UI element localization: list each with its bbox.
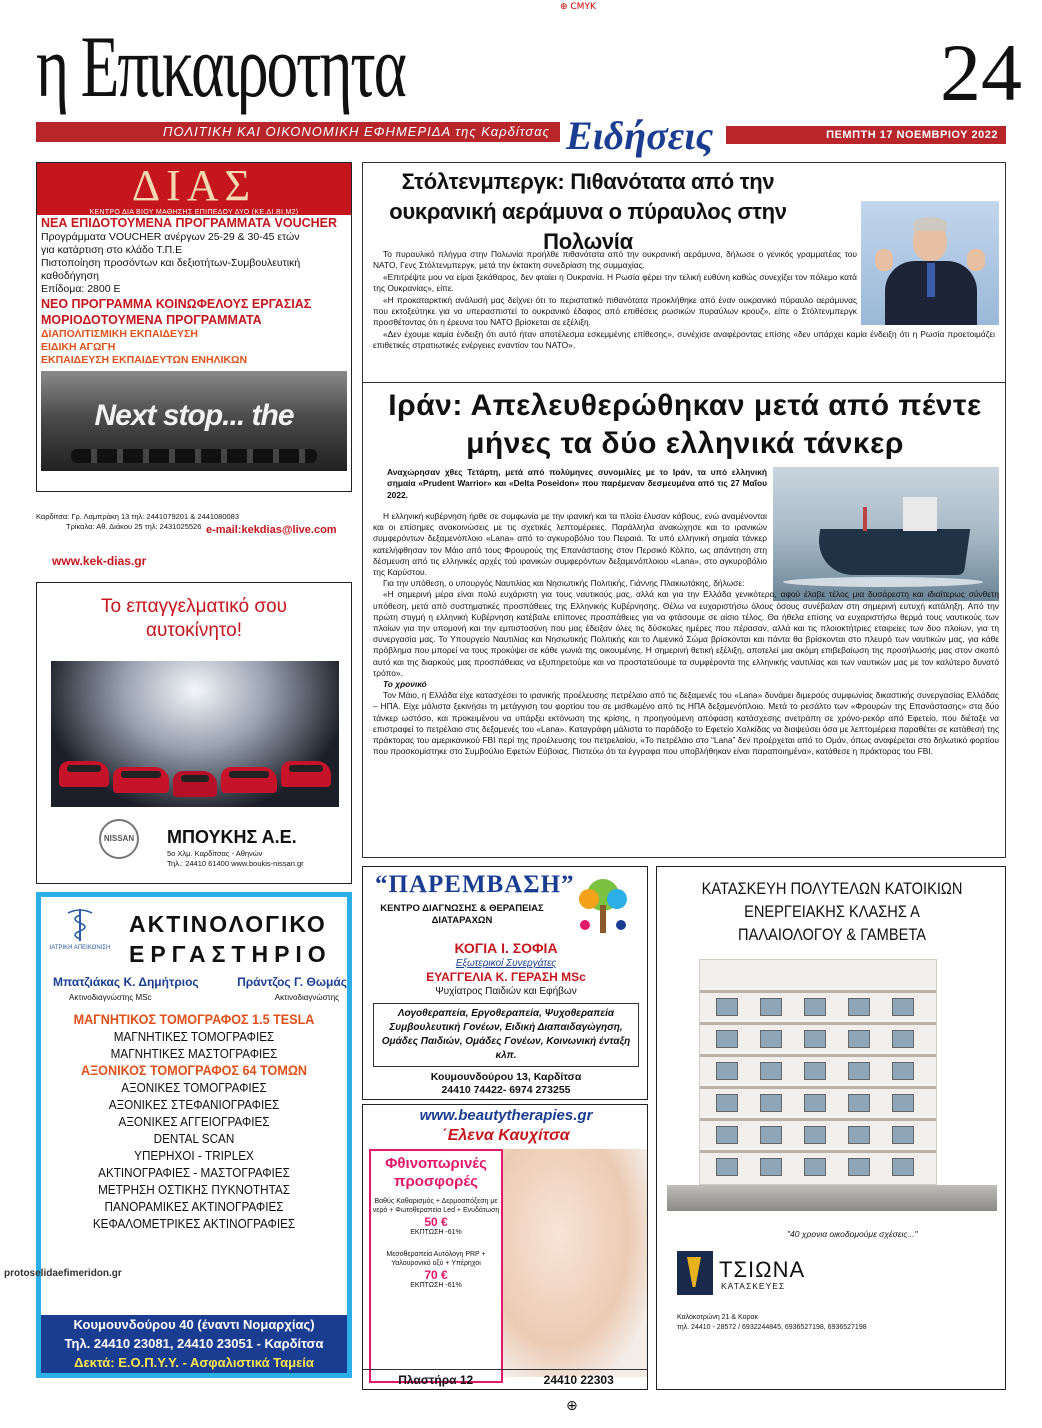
article-paragraph: «Δεν έχουμε καμία ένδειξη ότι αυτό ήταν αποτέλεσμα εσκεμμένης επίθεσης», συνέχισε αναφέροντας επίσης «δεν υπάρχει καμία ένδειξη ότι η Ρωσία προετοιμάζει επιθετικές στρατιωτικές ενέργειες εναντίον του ΝΑΤΟ». xyxy=(373,328,995,351)
radiology-service-item: ΚΕΦΑΛΟΜΕΤΡΙΚΕΣ ΑΚΤΙΝΟΓΡΑΦΙΕΣ xyxy=(92,1216,296,1231)
article-headline: Στόλτενμπεργκ: Πιθανότατα από την ουκρανική αεράμυνα ο πύραυλος στην Πολωνία xyxy=(389,169,787,254)
van-image xyxy=(59,761,109,787)
beauty-footer xyxy=(363,1369,648,1389)
paremvasi-subtitle: ΚΕΝΤΡΟ ΔΙΑΓΝΩΣΗΣ & ΘΕΡΑΠΕΙΑΣ ΔΙΑΤΑΡΑΧΩΝ xyxy=(380,903,544,926)
dealer-phone-line: Τηλ.: 24410 61400 www.boukis-nissan.gr xyxy=(167,859,304,868)
dias-address-1: Καρδίτσα: Γρ. Λαμπράκη 13 τηλ: 2441079201 & 2441080083 xyxy=(36,512,240,521)
dias-logo: ΔΙΑΣ xyxy=(131,162,257,210)
tsiona-headline xyxy=(682,877,983,946)
building-window xyxy=(892,1158,914,1176)
building-floor-line xyxy=(700,1150,936,1153)
building-floor-line xyxy=(700,1022,936,1025)
tsiona-headline-1: ΚΑΤΑΣΚΕΥΗ ΠΟΛΥΤΕΛΩΝ ΚΑΤΟΙΚΙΩΝ xyxy=(701,879,963,898)
dias-line: Πιστοποίηση προσόντων και δεξιοτήτων-Συμβουλευτική καθοδήγηση xyxy=(41,257,301,282)
building-window xyxy=(760,1062,782,1080)
paremvasi-details xyxy=(363,939,649,1097)
radiology-footer xyxy=(41,1315,347,1373)
car-ad-headline-2: αυτοκίνητο! xyxy=(145,620,243,641)
article-body xyxy=(373,249,995,352)
radiology-service-item: ΜΑΓΝΗΤΙΚΟΣ ΤΟΜΟΓΡΑΦΟΣ 1.5 TESLA xyxy=(73,1011,315,1027)
paremvasi-partner-role: Ψυχίατρος Παιδιών και Εφήβων xyxy=(435,986,577,997)
article-stoltenberg xyxy=(362,162,1006,400)
radiology-logo-text: ΙΑΤΡΙΚΗ ΑΠΕΙΚΟΝΙΣΗ xyxy=(49,945,111,951)
tsiona-headline-3: ΠΑΛΑΙΟΛΟΓΟΥ & ΓΑΜΒΕΤΑ xyxy=(738,925,926,944)
paremvasi-partner: ΕΥΑΓΓΕΛΙΑ Κ. ΓΕΡΑΣΗ MSc xyxy=(426,970,586,984)
building-window xyxy=(848,1094,870,1112)
page-number: 24 xyxy=(940,27,1022,118)
building-floor-line xyxy=(700,1118,936,1121)
article-paragraph: «Επιτρέψτε μου να είμαι ξεκάθαρος, δεν φταίει η Ουκρανία. Η Ρωσία φέρει την τελική ευθύνη καθώς συνεχίζει τον πόλεμο κατά της Ουκρανίας», είπε. xyxy=(373,271,857,294)
radiology-service-item: ΑΞΟΝΙΚΕΣ ΣΤΕΦΑΝΙΟΓΡΑΦΙΕΣ xyxy=(108,1097,280,1112)
van-image xyxy=(113,767,169,793)
article-paragraph: Για την υπόθεση, ο υπουργός Ναυτιλίας και Νησιωτικής Πολιτικής, Γιάννης Πλακιωτάκης, δήλωσε: xyxy=(383,578,745,589)
building-window xyxy=(892,1030,914,1048)
paremvasi-title: “ΠΑΡΕΜΒΑΣΗ” xyxy=(375,871,575,898)
article-paragraph: Το πυραυλικό πλήγμα στην Πολωνία προήλθε πιθανότατα από την ουκρανική αεράμυνα, δήλωσε ο γενικός γραμματέας του ΝΑΤΟ, Γενς Στόλτενμπεργκ, μετά την έκτακτη συνεδρίαση της συμμαχίας. xyxy=(373,249,857,271)
paremvasi-address: Κουμουνδούρου 13, Καρδίτσα xyxy=(430,1071,582,1083)
doctor-title: Ακτινοδιαγνώστης MSc xyxy=(69,993,152,1002)
newspaper-title: η Επικαιροτητα xyxy=(36,19,405,116)
radiology-service-item: ΜΕΤΡΗΣΗ ΟΣΤΙΚΗΣ ΠΥΚΝΟΤΗΤΑΣ xyxy=(98,1182,290,1197)
beauty-offer-discount: ΕΚΠΤΩΣΗ -61% xyxy=(410,1282,462,1289)
dias-line: Προγράμματα VOUCHER ανέργων 25-29 & 30-45 ετών xyxy=(41,231,300,243)
article-paragraph: «Η προκαταρκτική ανάλυσή μας δείχνει ότι το περιστατικό πιθανότατα προκλήθηκε από έναν ουκρανικό πύραυλο αεράμυνας που εκτοξεύτηκε για να υπερασπιστεί το ουκρανικό έδαφος από επιθέσεις ρωσικών πυραύλων κρουζ», είπε ο Στόλτενμπεργκ προσθέτοντας ότι η έρευνα του ΝΑΤΟ βρίσκεται σε εξέλιξη. xyxy=(373,294,857,328)
beauty-promo-title: Φθινοπωρινές προσφορές xyxy=(385,1155,487,1190)
beauty-owner-name: ΄Ελενα Καυχίτσα xyxy=(442,1127,570,1144)
ad-beauty-therapies xyxy=(362,1104,648,1390)
dias-line: Επίδομα: 2800 Ε xyxy=(41,283,121,295)
ad-boukis-nissan xyxy=(36,582,352,884)
doctor-name: Πράντζος Γ. Θωμάς xyxy=(237,975,347,989)
building-window xyxy=(892,1126,914,1144)
nissan-logo: NISSAN xyxy=(99,819,139,859)
dias-line: ΜΟΡΙΟΔΟΤΟΥΜΕΝΑ ΠΡΟΓΡΑΜΜΑΤΑ xyxy=(41,313,262,327)
building-window xyxy=(760,1094,782,1112)
registration-mark-bottom: ⊕ xyxy=(566,1398,578,1414)
building-window xyxy=(760,1126,782,1144)
building-window xyxy=(804,1094,826,1112)
article-lead: Αναχώρησαν χθες Τετάρτη, μετά από πολύμηνες συνομιλίες με το Ιράν, τα υπό ελληνική σημαία «Prudent Warrior» και «Delta Poseidon» που παρέμεναν δεσμευμένα από τις 27 Μαΐου 2022. xyxy=(387,467,767,500)
building-window xyxy=(804,1126,826,1144)
dias-logo-band xyxy=(37,163,351,215)
beauty-offer-price: 50 € xyxy=(424,1215,448,1229)
dealer-address-line: 5o Χλμ. Καρδίτσας - Αθηνών xyxy=(167,849,263,858)
section-label: Ειδήσεις xyxy=(566,113,714,158)
site-watermark: protoselidaefimeridon.gr xyxy=(4,1268,122,1279)
building-window xyxy=(716,1126,738,1144)
dias-future-banner: Next stop... the xyxy=(41,371,347,471)
building-window xyxy=(848,1062,870,1080)
car-showroom-image xyxy=(51,661,339,807)
dias-line: ΝΕΑ ΕΠΙΔΟΤΟΥΜΕΝΑ ΠΡΟΓΡΑΜΜΑΤΑ VOUCHER xyxy=(41,216,338,230)
ad-paremvasi xyxy=(362,866,648,1100)
building-window xyxy=(716,1094,738,1112)
building-window xyxy=(848,998,870,1016)
beauty-offers-panel xyxy=(369,1149,503,1383)
article-body xyxy=(373,511,999,757)
dias-line: ΕΙΔΙΚΗ ΑΓΩΓΗ xyxy=(41,341,116,353)
doctor-titles xyxy=(69,993,339,1002)
building-window xyxy=(804,1062,826,1080)
building-window xyxy=(848,1126,870,1144)
beauty-offer: Μεσοθεραπεία Αυτόλογη PRP + Υαλουρονικό οξύ + Υπέρηχοι xyxy=(386,1251,486,1267)
radiology-address: Κουμουνδούρου 40 (έναντι Νομαρχίας) xyxy=(73,1317,315,1332)
doctor-names xyxy=(53,975,347,989)
radiology-title-2: ΕΡΓΑΣΤΗΡΙΟ xyxy=(129,941,332,967)
radiology-title-1: ΑΚΤΙΝΟΛΟΓΙΚΟ xyxy=(129,911,327,937)
building-window xyxy=(716,1030,738,1048)
dias-line: ΕΚΠΑΙΔΕΥΣΗ ΕΚΠΑΙΔΕΥΤΩΝ ΕΝΗΛΙΚΩΝ xyxy=(41,354,248,366)
ad-kek-dias xyxy=(36,162,352,492)
tsiona-logo xyxy=(677,1251,713,1295)
car-ad-headline-1: Το επαγγελματικό σου xyxy=(100,596,288,617)
building-window xyxy=(760,1158,782,1176)
radiology-logo xyxy=(45,907,115,957)
dias-line: για κατάρτιση στο κλάδο Τ.Π.Ε xyxy=(41,244,183,256)
dias-website: www.kek-dias.gr xyxy=(52,554,147,568)
article-subheading: Το χρονικό xyxy=(383,679,427,690)
dias-email: e-mail:kekdias@live.com xyxy=(206,524,337,536)
building-window xyxy=(716,1158,738,1176)
beauty-phone: 24410 22303 xyxy=(543,1373,614,1387)
building-floor-line xyxy=(700,1086,936,1089)
article-paragraph: Η ελληνική κυβέρνηση ήρθε σε συμφωνία με την ιρανική και τα πλοία έλυσαν κάβους, ενώ αναμένονται και οι επίσημες ανακοινώσεις με τις σχετικές λεπτομέρειες. Παράλληλα ανακώχησε και το ιρανικών συμφερόντων δεξαμενόπλοιο «Lana» από το αγκυροβόλιο του Πειραιά. Τα υπό ελληνική σημαία τάνκερ κατελήφθησαν τον Μάιο από τους Φρουρούς της Επανάστασης στον Περσικό Κόλπο, ως απάντηση στη δέσμευση από τις ελληνικές αρχές τού ιρανικών συμφερόντων δεξαμενόπλοιου «Lana», στο αγκυροβόλιο της Καρύστου. xyxy=(373,511,767,578)
ad-tsiona-construction xyxy=(656,866,1006,1390)
building-window xyxy=(760,1030,782,1048)
tsiona-address: Καλοκοτρώνη 21 & Κορακ xyxy=(677,1314,759,1321)
tsiona-subtitle: ΚΑΤΑΣΚΕΥΕΣ xyxy=(721,1281,786,1291)
doctor-name: Μπατζιάκας Κ. Δημήτριος xyxy=(53,975,199,989)
paremvasi-services: Λογοθεραπεία, Εργοθεραπεία, Ψυχοθεραπεία Συμβουλευτική Γονέων, Ειδική Διαπαιδαγώγηση, Ομάδες Παιδιών, Ομάδες Γονέων, Κοινωνική ένταξη κλπ. xyxy=(373,1003,639,1067)
beauty-offer-discount: ΕΚΠΤΩΣΗ -61% xyxy=(410,1229,462,1236)
dias-address-2: Τρίκαλα: Αθ. Διάκου 25 τηλ: 2431025526 xyxy=(66,522,202,531)
article-iran-tankers xyxy=(362,382,1006,858)
radiology-service-item: ΑΚΤΙΝΟΓΡΑΦΙΕΣ - ΜΑΣΤΟΓΡΑΦΙΕΣ xyxy=(98,1165,290,1180)
doctor-title: Ακτινοδιαγνώστης xyxy=(274,993,339,1002)
beauty-address: Πλαστήρα 12 xyxy=(398,1373,474,1387)
building-window xyxy=(716,998,738,1016)
building-window xyxy=(892,998,914,1016)
beauty-offer: Βαθύς Καθαρισμός + Δερμοαπόξεση με νερό + Φωτοθεραπεία Led + Ενυδάτωση xyxy=(372,1198,500,1214)
dias-logo-subtitle: ΚΕΝΤΡΟ ΔΙΑ ΒΙΟΥ ΜΑΘΗΣΗΣ ΕΠΙΠΕΔΟΥ ΔΥΟ (ΚΕ.ΔΙ.ΒΙ.Μ2) xyxy=(89,209,299,216)
radiology-service-item: ΑΞΟΝΙΚΟΣ ΤΟΜΟΓΡΑΦΟΣ 64 ΤΟΜΩΝ xyxy=(80,1062,308,1078)
ad-radiology-lab xyxy=(36,892,352,1378)
paremvasi-external-label: Εξωτερικοί Συνεργάτες xyxy=(455,958,557,969)
tsiona-headline-2: ΕΝΕΡΓΕΙΑΚΗΣ ΚΛΑΣΗΣ Α xyxy=(744,902,920,921)
building-window xyxy=(892,1094,914,1112)
beauty-website: www.beautytherapies.gr xyxy=(419,1107,593,1124)
van-image xyxy=(281,761,331,787)
tsiona-phones: τηλ. 24410 - 28572 / 6932244845, 6936527198, 6936527198 xyxy=(677,1324,867,1331)
radiology-phones: Τηλ. 24410 23081, 24410 23051 - Καρδίτσα xyxy=(64,1336,324,1351)
family-tree-icon xyxy=(567,875,639,941)
paremvasi-phones: 24410 74422- 6974 273255 xyxy=(441,1084,571,1096)
building-window xyxy=(848,1158,870,1176)
issue-date: ΠΕΜΠΤΗ 17 ΝΟΕΜΒΡΙΟΥ 2022 xyxy=(726,126,1006,144)
article-paragraph: Τον Μάιο, η Ελλάδα είχε κατασχέσει το ιρανικής προέλευσης πετρέλαιο από τις δεξαμενές του «Lana» δυνάμει διμερούς συμφωνίας δικαστικής συνεργασίας Ελλάδας – ΗΠΑ. Είχε μάλιστα ξεκινήσει τη μετάγγιση του φορτίου του σε μισθωμένο από τις ΗΠΑ δεξαμενόπλοιο. Μετά το ρεσάλτο των «Φρουρών της Επανάστασης» στα δύο τάνκερ ωστόσο, και προκειμένου να υπάρξει εκτόνωση της κρίσης, η προηγούμενη απόφαση κατάσχεσης ανετράπη σε χρόνο-ρεκόρ από Εφετείο, που διέταξε να επιστραφεί το πετρέλαιο στις δεξαμενές του «Lana». Καταγράφη μάλιστα το παράδοξο το Εφετείο Χαλκίδας να διαψεύσει όσα με λεπτομέρεια παραθέτει σε κατάθεσή της πράκτορας του αμερικανικού FBI περί της προέλευσης του πετρελαίου, «Το πετρέλαιο στο “Lana” δεν προέρχεται από το Ομάν, όπως αναφέρεται στο δηλωτικό φορτίου που προσκομίστηκε στο Συμβούλιο Εφετών Εύβοιας. Πιστεύω ότι τα έγγραφα που υποβλήθηκαν είναι παραποιημένα», κατάθεσε η πράκτορας του FBI. xyxy=(373,690,999,757)
model-face-image xyxy=(483,1149,648,1377)
radiology-service-item: ΑΞΟΝΙΚΕΣ ΑΓΓΕΙΟΓΡΑΦΙΕΣ xyxy=(118,1114,270,1129)
dias-contact-block xyxy=(36,512,352,572)
radiology-service-item: DENTAL SCAN xyxy=(153,1131,235,1146)
radiology-title xyxy=(129,909,332,969)
tsiona-slogan: "40 χρονια οικοδομούμε σχέσεις..." xyxy=(787,1229,918,1239)
radiology-service-item: ΜΑΓΝΗΤΙΚΕΣ ΜΑΣΤΟΓΡΑΦΙΕΣ xyxy=(110,1046,278,1061)
tsiona-name: ΤΣΙΩΝΑ xyxy=(719,1257,806,1282)
photo-figure-hair xyxy=(913,217,947,231)
street-render xyxy=(667,1185,997,1211)
building-window xyxy=(804,998,826,1016)
dias-line: ΝΕΟ ΠΡΟΓΡΑΜΜΑ ΚΟΙΝΩΦΕΛΟΥΣ ΕΡΓΑΣΙΑΣ xyxy=(41,297,312,311)
paremvasi-director: ΚΟΓΙΑ Ι. ΣΟΦΙΑ xyxy=(454,940,558,956)
radiology-service-item: ΥΠΕΡΗΧΟΙ - TRIPLEX xyxy=(134,1148,254,1163)
dias-line: ΔΙΑΠΟΛΙΤΙΣΜΙΚΗ ΕΚΠΑΙΔΕΥΣΗ xyxy=(41,328,198,340)
apartment-building-render xyxy=(699,959,937,1185)
building-window xyxy=(804,1158,826,1176)
radiology-service-item: ΑΞΟΝΙΚΕΣ ΤΟΜΟΓΡΑΦΙΕΣ xyxy=(121,1080,267,1095)
building-floor-line xyxy=(700,990,936,993)
radiology-service-item: ΠΑΝΟΡΑΜΙΚΕΣ ΑΚΤΙΝΟΓΡΑΦΙΕΣ xyxy=(104,1199,284,1214)
building-window xyxy=(804,1030,826,1048)
building-window xyxy=(716,1062,738,1080)
newspaper-subtitle: ΠΟΛΙΤΙΚΗ ΚΑΙ ΟΙΚΟΝΟΜΙΚΗ ΕΦΗΜΕΡΙΔΑ της Καρδίτσας xyxy=(36,122,560,142)
building-window xyxy=(760,998,782,1016)
building-window xyxy=(848,1030,870,1048)
van-image xyxy=(221,767,277,793)
radiology-service-item: ΜΑΓΝΗΤΙΚΕΣ ΤΟΜΟΓΡΑΦΙΕΣ xyxy=(113,1029,275,1044)
dealer-address xyxy=(167,849,304,869)
building-floor-line xyxy=(700,1054,936,1057)
tsiona-contact xyxy=(677,1313,867,1333)
car-image xyxy=(173,771,217,797)
radiology-insurance: Δεκτά: Ε.Ο.Π.Υ.Υ. - Ασφαλιστικά Ταμεία xyxy=(74,1355,314,1370)
registration-mark-top: ⊕ CMYK xyxy=(560,2,596,12)
article-headline: Ιράν: Απελευθερώθηκαν μετά από πέντε μήνες τα δύο ελληνικά τάνκερ xyxy=(388,389,982,460)
beauty-offer-price: 70 € xyxy=(424,1268,448,1282)
article-paragraph: «Η σημερινή μέρα είναι πολύ ευχάριστη για τους ναυτικούς μας, αλλά και για την Ελλάδα γενικότερα, αφού έλαβε τέλος μια δυσάρεστη και ιδιαίτερως σύνθετη υπόθεση, μετά από συστηματικές προσπάθειες της Ελληνικής Κυβέρνησης. Θέλω να ευχαριστήσω όλους όσους συνέβαλαν στη σημερινή ευτυχή κατάληξη. Από την πρώτη στιγμή η ελληνική Κυβέρνηση κατέβαλε επίπονες προσπάθειες για να φτάσουμε σε αίσιο τέλος. Θα ήθελα επίσης να ευχαριστήσω θερμά τους ναυτικούς των πλοίων για την υπομονή και την εμπιστοσύνη που μας έδειξαν όλες τις δύσκολες ημέρες που πέρασαν, αλλά και τις πλοιοκτήτριες εταιρείες των δυο πλοίων, για τη συνεργασία μας. Το Υπουργείο Ναυτιλίας και Νησιωτικής Πολιτικής και το Λιμενικό Σώμα βρίσκονται και πάντα θα βρίσκονται στο πλευρό των ναυτικών μας, για κάθε πρόβλημα που μπορεί να τους προκύψει σε κάθε γωνιά της οικουμένης. Η σημερινή θετική εξέλιξη, αποτελεί μια ακόμη επιβεβαίωση της προσήλωσής μας στον σκοπό αυτό και της διαρκούς μας προσπάθειας να εξυπηρετούμε και να προστατεύουμε τα συμφέροντα της ελληνικής ναυτιλίας και των ναυτικών μας με τον καλύτερο δυνατό τρόπο». xyxy=(373,589,999,678)
building-window xyxy=(892,1062,914,1080)
caduceus-icon xyxy=(60,907,100,943)
dealer-name: ΜΠΟΥΚΗΣ Α.Ε. xyxy=(167,827,297,847)
radiology-services-list xyxy=(41,1011,347,1232)
